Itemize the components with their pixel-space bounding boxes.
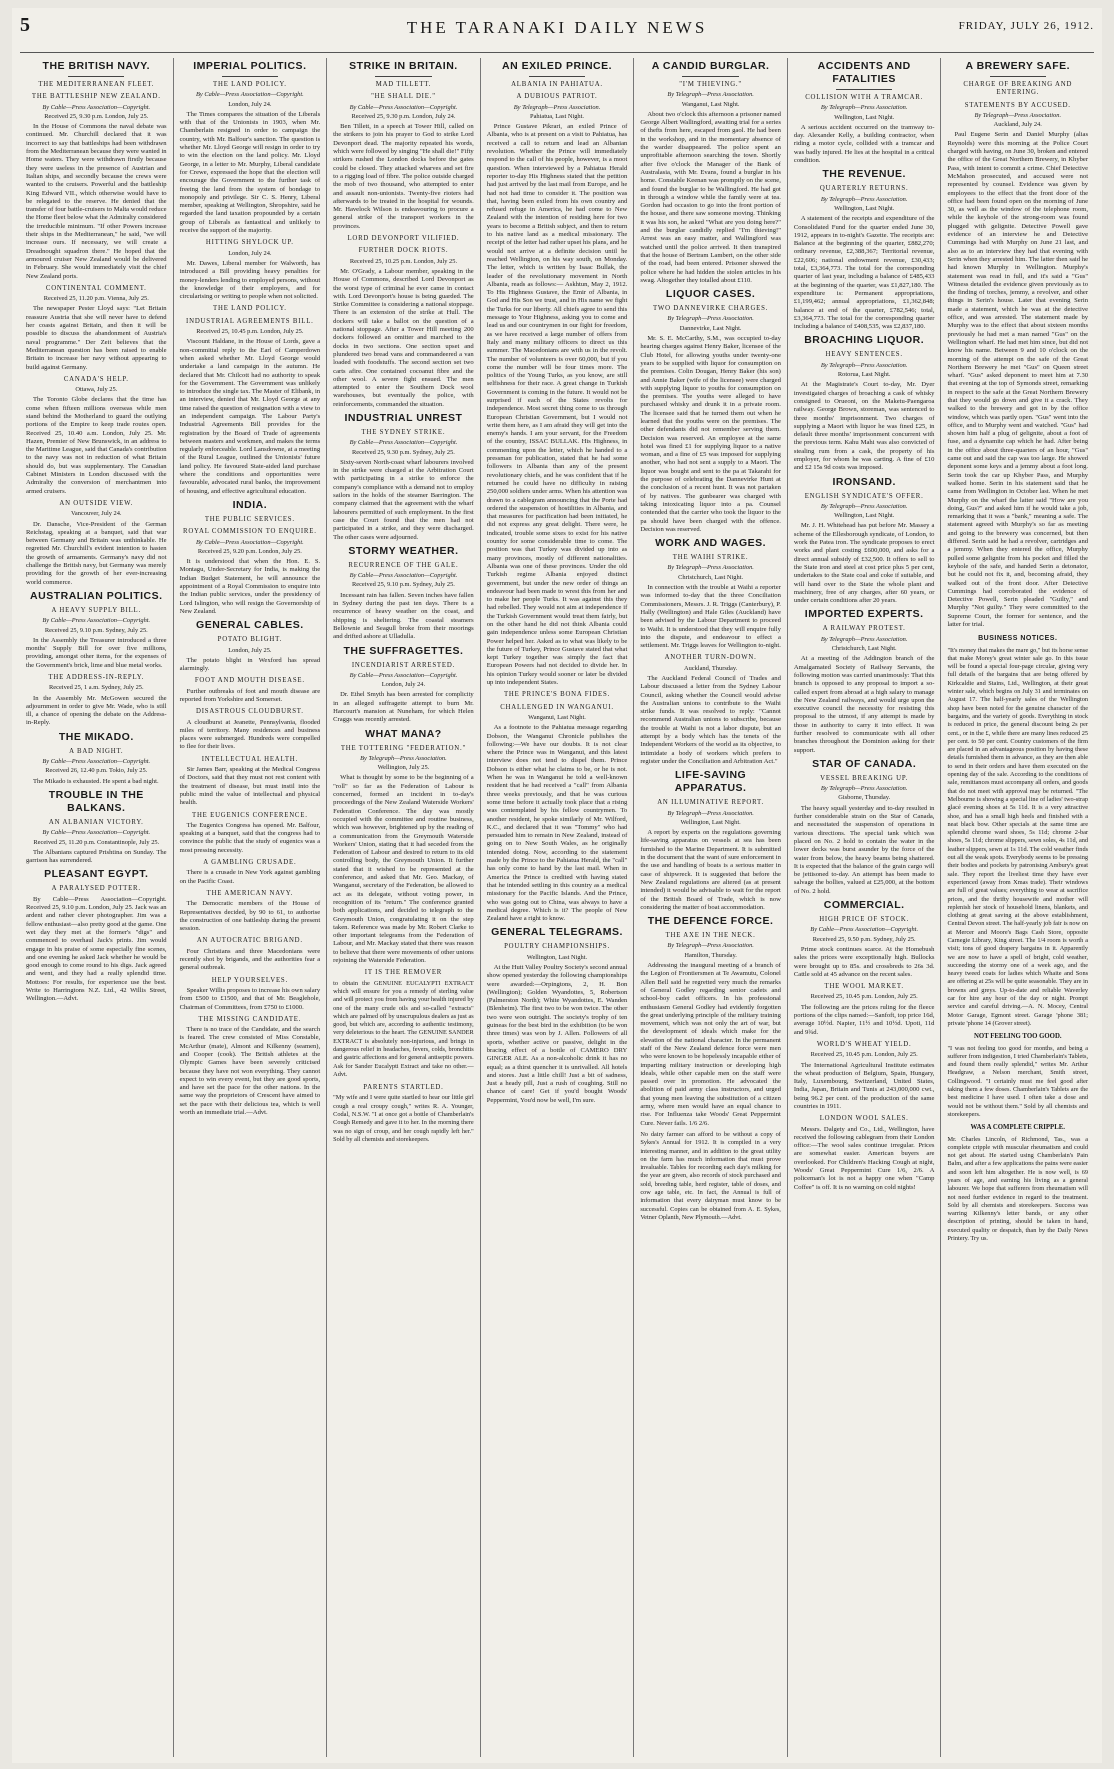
byline: By Telegraph—Press Association. bbox=[513, 103, 601, 111]
article-subheading: FOOT AND MOUTH DISEASE. bbox=[194, 677, 305, 685]
article-body: Prince Gustave Pikrari, an exiled Prince of Albania, who is at present on a visit to Pahiatua, has received a call to return and lead an Albanian revolution. Whether the Prince will immediately respond to the call of his people, however, is a moot question. When interviewed by a Pahiatua Herald reporter to-day His Highness stated that the petition had just arrived by the last mail from Europe, and he had not had time to consider it. The position was that, having been exiled from his own country and refused refuge in America, he had come to New Zealand with the intention of residing here for two years to become a British subject, and then to return to his native land as a medical missionary. The receipt of the letter had rather upset his plans, and he would not arrive at a definite decision until he reached Wellington, on his way south, on Monday. The letter, which is written by Isaac Bullak, the leader of the revolutionary movement in North Albania, reads as follows:— Askhtun, May 2, 1912. To His Highness Gustave, the Emir of Albania, in God and His Son we trust, and in His name we fight the Turks for our liberty. All chiefs agree to send this message to Your Highness, asking you to come and lead us and our countrymen in our fight for freedom, as we have received a large number of offers from Italy and many military officers to direct us this summer. The Macedonians are with us in the revolt. The number of volunteers is over 60,000, but if you come the number will be four times more. The politics of the Young Turks, as you know, are still selfishness for their race. A great change in Turkish Government is coming in the future. It would not be surprised if each of the States revolts for independence. Most secret thing come to us through European Christian Government, but I would not write them here, as I am afraid they will get into the enemy's hands. I am your servant, for the Freedom of the country, ISSAC BULLAK. His Highness, in commenting upon the letter, which he handed to a pressman for publication, stated that he had some followers in Albania than any of the present revolutionary chiefs, and he was confident that if he returned he could have no difficulty in raising 250,000 soldiers under arms. When his attention was drawn to a cablegram announcing that the Porte had ordered the suspension of hostilities in Albania, and that measures for pacification had been initiated, he did not express any great delight. There were, he indicated, trouble some sixes to exist for his native country for some considerable time to come. The position was that Turkey was divided up into as many provinces, mostly of different nationalities. Albania was one of these provinces. Under the old Turkish regime Albania enjoyed distinct government, but under the new order of things an endeavour had been made to wrest this from her and to make her people Turks. It was against this they had rebelled. They would not aim at independence if the Turkish Government would treat them fairly, but on the other hand he did not think Albania could gain independence unless some European Christian Power helped her. Asked as to what was likely to be the future of Turkey, Prince Gustave stated that what kept Turkey together was simply the fact that European Powers had not decided to divide her. In his opinion Turkey would sooner or later be divided up into independent States. bbox=[486, 123, 628, 687]
article-heading: STRIKE IN BRITAIN. bbox=[349, 60, 458, 72]
article-subheading: INCENDIARIST ARRESTED. bbox=[351, 661, 456, 669]
byline: By Telegraph—Press Association. bbox=[667, 809, 754, 817]
article-heading: IMPORTED EXPERTS. bbox=[804, 608, 924, 621]
article-body: In the Assembly Mr. McGowen secured the adjournment in order to give Mr. Wade, who is still ill, a chance of opening the debate on the Address-in-Reply. bbox=[26, 694, 167, 727]
article-heading: ACCIDENTS AND FATALITIES bbox=[817, 60, 911, 85]
byline: By Telegraph—Press Association. bbox=[667, 315, 754, 323]
dateline: Auckland, July 24. bbox=[993, 121, 1042, 129]
dateline: Received 25, 9.30 p.m. London, July 24. bbox=[351, 112, 456, 120]
article-body: Mr. J. H. Whitehead has put before Mr. Massey a scheme of the Ellesborough syndicate, of London, to work the Patea iron. The syndicate proposes to erect works and plant costing £600,000, and asks for a direct annual subsidy of £32,500. It offers to sell to the State iron and steel at cost price plus 5 per cent, undertakes to the State coal and coke if suitable, and will hand over to the State the whole plant and machinery, free of any charges, after 60 years, or under certain conditions after 20 years. bbox=[793, 522, 935, 605]
article-heading: STORMY WEATHER. bbox=[348, 544, 459, 557]
byline: By Cable—Press Association—Copyright. bbox=[810, 926, 919, 934]
article-body: Messrs. Dalgety and Co., Ltd., Wellington, have received the following cablegram from their London office:—The wool sales continue irregular. Prices are somewhat easier. American buyers are overlooked. For Children's Hacking Cough at night, Woods' Great Peppermint Cure 1/6, 2/6. A policeman's lot is not a happy one when "Camp Coffee" is off. It is no warning on cold nights! bbox=[793, 1125, 935, 1191]
byline: By Telegraph—Press Association. bbox=[820, 502, 908, 510]
dateline: Received 25, 10.45 p.m. London, July 25. bbox=[810, 1051, 918, 1059]
article-body: The International Agricultural Institute estimates the wheat production of Belgium, Spain, Hungary, Italy, Luxembourg, Switzerland, United States, India, Japan, Britain and Tunis at 243,000,000 cwt., being 96.2 per cent. of the production of the same countries in 1911. bbox=[793, 1061, 935, 1110]
article-body: At the Hutt Valley Poultry Society's second annual show opened yesterday the following championships were awarded:—Orpingtons, 2, H. Bon (Wellington); Golden Wyandottes, 5, Robertson (Palmerston North); White Wyandottes, E. Wanden (Blenheim). The first two to be won twice. The other two were won outright. The society's trophy of ten guineas for the best bird in the exhibition (to be won three times) was won by J. Allen. Followers of all sports, whether active or passive, delight in the bracing effect of a bottle of CAMERO DRY GINGER ALE. As a non-alcoholic drink it has no equal; as a thirst quencher it is unrivalled. All hotels and stores. Just a little chill! Just a bit of sadness, Just a heady pill, Just a rush of coughing. Still no chance of care! Get if you'd bought Woods' Peppermint, You'd now be well, I'm sure. bbox=[486, 963, 628, 1104]
article-subheading: A DUBIOUS PATRIOT. bbox=[516, 93, 598, 101]
divider bbox=[836, 89, 892, 90]
article-subheading: "I'M THIEVING." bbox=[679, 81, 743, 88]
article-body: The Toronto Globe declares that the time has come when fifteen millions overseas while men stand behind the Motherland to guard the outlying portions of the Empire to keep trade routes open. Received 25, 10.40 a.m. London, July 25. Mr. Hazen, Premier of New Brunswick, in an address to the Maritime League, said that Canada's contribution to the navy was not in reduction of what Britain should do, but was supplementary. The Canadian Cabinet Ministers in London discussed with the Admiralty the conversion of merchantmen into armed cruisers. bbox=[26, 396, 167, 495]
article-body: There is no trace of the Candidate, and the search is feared. The crew consisted of Miss Constable, McArthur (mate), Almont and Kilkenny (seamen), and Cooper (cook). The British athletes at the Olympic Games have been severely criticised because they have not won everything. They cannot expect to win every event, but they are good sports, and have set the pace for the other nations. In the same way the proprietors of Crescent have aimed to set the pace with their delicious tea, which is well worth an immediate trial.—Advt. bbox=[179, 1026, 321, 1117]
article-body: It is understood that when the Hon. E. S. Montagu, Under-Secretary for India, is making the Indian Budget Statement, he will announce the appointment of a Royal Commission to enquire into the Indian public services, under the presidency of Lord Islington, who will resign the Governorship of New Zealand. bbox=[179, 558, 321, 615]
article-body: Incessant rain has fallen. Seven inches have fallen in Sydney during the past ten days. There is a recurrence of heavy weather on the coast, and shipping is sheltering. The coastal steamers Bellownie and Seagull broke from their moorings and drifted ashore at Ulladulla. bbox=[333, 591, 474, 641]
advertisement: "My wife and I were quite startled to hear our little girl cough a real croupy cough," writes R. A. Younger, Codal, N.S.W. "I at once got a bottle of Chamberlain's Cough Remedy and gave it to her. In the morning there was no sign of croup, and her cough rapidly left her." Sold by all chemists and storekeepers. bbox=[333, 1094, 474, 1143]
article-heading: PLEASANT EGYPT. bbox=[44, 868, 149, 881]
dateline: London, July 24. bbox=[228, 100, 272, 108]
column-4 bbox=[481, 58, 635, 1757]
article-body: Mr. Dawes, Liberal member for Walworth, has introduced a Bill providing heavy penalties for money-lenders lending to employed persons, without the knowledge of their employers, and for circularising or writing to people when not solicited. bbox=[179, 259, 321, 301]
divider bbox=[990, 76, 1046, 77]
article-subheading: PARENTS STARTLED. bbox=[363, 1084, 444, 1092]
article-heading: BROACHING LIQUOR. bbox=[804, 334, 925, 347]
article-subheading: ALBANIA IN PAHIATUA. bbox=[511, 81, 603, 88]
article-subheading: CANADA'S HELP. bbox=[63, 375, 129, 383]
article-subheading: INTELLECTUAL HEALTH. bbox=[201, 755, 299, 763]
article-heading: STAR OF CANADA. bbox=[812, 757, 917, 770]
article-body: The Eugenics Congress has opened. Mr. Balfour, speaking at a banquet, said that the congress had to convince the public that the study of eugenics was a most pressing necessity. bbox=[179, 821, 321, 854]
article-body: In the Assembly the Treasurer introduced a three months' Supply Bill for over five millions, providing, amongst other items, for the expenses of the Government's brick, lime and blue metal works. bbox=[26, 636, 167, 669]
article-subheading: COLLISION WITH A TRAMCAR. bbox=[805, 94, 924, 101]
dateline: Vancouver, July 24. bbox=[71, 510, 122, 518]
article-subheading: TWO DANNEVIRKE CHARGES. bbox=[652, 305, 769, 313]
article-subheading: HEAVY SENTENCES. bbox=[825, 351, 903, 359]
dateline: Wellington, Last Night. bbox=[526, 953, 588, 961]
article-body: Further outbreaks of foot and mouth disease are reported from Yorkshire and Somerset. bbox=[179, 687, 321, 703]
article-body: By Cable—Press Association—Copyright. Received 25, 9.10 p.m. London, July 25. Jack was an ardent and rather clever photographer. Jim was a fellow enthusiast—also pretty good at the game. One wet day they met at the former's "digs" and commenced to overhaul Jack's prints. Jim would engage in his praise of some especially fine scenes, and one evening he asked Jack whether he would be good enough to come round to his digs. Jack agreed and went, and they had a really splendid time. Mottoes: For results, for experience use the best. Write to Harringtons N.Z. Ltd., 42 Willis Street, Wellington.—Advt. bbox=[26, 895, 167, 1003]
article-subheading: THE WOOL MARKET. bbox=[824, 983, 904, 991]
newspaper-page bbox=[12, 8, 1102, 1763]
article-subheading: MAD TILLETT. bbox=[375, 81, 432, 88]
article-subheading: THE PUBLIC SERVICES. bbox=[204, 515, 295, 523]
dateline: Received 25, 9.10 p.m. Sydney, July 25. bbox=[44, 626, 148, 634]
dateline: Wellington, Last Night. bbox=[680, 818, 741, 826]
article-body: There is a crusade in New York against gambling on the Pacific Coast. bbox=[179, 869, 321, 885]
article-subheading: THE SYDNEY STRIKE. bbox=[361, 428, 446, 436]
byline: By Telegraph—Press Association. bbox=[667, 942, 754, 950]
column-3 bbox=[327, 58, 481, 1757]
article-body: The Albanians captured Prishtina on Sunday. The garrison has surrendered. bbox=[26, 848, 167, 865]
article-heading: WORK AND WAGES. bbox=[655, 537, 767, 550]
article-subheading: A GAMBLING CRUSADE. bbox=[203, 859, 297, 867]
article-body: A statement of the receipts and expenditure of the Consolidated Fund for the quarter ended June 30, 1912, appears in to-night's Gazette. The receipts are: Balance at the beginning of the quarter, £882,270; ordinary revenue, £2,388,367; Territorial revenue, £22,606; national endowment revenue, £30,433; total, £3,364,773. The total for the corresponding quarter of last year, including a balance of £485,433 at the beginning of the quarter, was £1,827,180. The expenditure is: Permanent appropriations, £1,199,462; annual appropriations, £1,362,848; balance at end of the quarter, £782,546; total, £3,364,773. The total for the corresponding quarter including a balance of £408,535, was £2,837,180. bbox=[793, 215, 935, 331]
dateline: Received 25, 9.50 p.m. Sydney, July 25. bbox=[812, 935, 916, 943]
article-heading: THE MIKADO. bbox=[58, 730, 134, 743]
advertisement-heading: NOT FEELING TOO GOOD. bbox=[973, 1033, 1062, 1041]
dateline: Dannevirke, Last Night. bbox=[679, 324, 742, 332]
article-heading: WHAT MANA? bbox=[365, 727, 442, 740]
byline: By Telegraph—Press Association. bbox=[820, 195, 908, 203]
article-subheading: VESSEL BREAKING UP. bbox=[820, 774, 909, 782]
byline: By Telegraph—Press Association. bbox=[820, 785, 908, 793]
dateline: Received 25, 9.20 p.m. London, July 25. bbox=[197, 547, 302, 555]
dateline: Wanganui, Last Night. bbox=[528, 713, 586, 721]
article-subheading: THE PRINCE'S BONA FIDES. bbox=[503, 691, 611, 699]
column-1 bbox=[20, 58, 174, 1757]
dateline: Wellington, Last Night. bbox=[834, 204, 895, 212]
article-body: Addressing the inaugural meeting of a branch of the Legion of Frontiersmen at Te Awamutu, Colonel Allen Bell said he regretted very much the remarks of General Godley regarding senior cadets and school-boy cadet officers. In his professional enthusiasm General Godley had evidently forgotten the great underlying principle of the military training movement, which was not only the art of war, but the development of ideals which make for the elevation of the national character. In the permanent staff of the New Zealand defence force were men who were known to be hopelessly incapable either of imparting military instruction or developing high ideals, while other capable men on the staff were passed over in promotion. He advocated the abolition of paid army class instructors, and urged that young men leaving the substitution of a citizen army, where men would have an equal chance to rise. For Influenza take Woods' Great Peppermint Cure. Never fails. 1/6 2/6. bbox=[640, 962, 781, 1127]
article-heading: GENERAL TELEGRAMS. bbox=[491, 926, 623, 939]
byline: By Cable—Press Association—Copyright. bbox=[42, 829, 151, 837]
article-subheading: CHALLENGED IN WANGANUI. bbox=[500, 703, 614, 711]
article-subheading: AN AUTOCRATIC BRIGAND. bbox=[196, 937, 303, 945]
column-7 bbox=[941, 58, 1094, 1757]
byline: By Telegraph—Press Association. bbox=[820, 635, 908, 643]
article-body: The Mikado is exhausted. He spent a bad night. bbox=[33, 777, 159, 785]
article-body: In the House of Commons the naval debate was continued. Mr. Churchill declared that it was incorrect to say that battleships had been withdrawn from the Mediterranean because they were wanted in Home waters. They were withdrawn firstly because they were useless in the presence of Austrian and Italian ships, and secondly because the crews were wanted to the cruisers. Powerful and the battleship King Edward VII., which otherwise would have to be relegated to the reserve. He denied that the transfer of four battle-cruisers to Malta would reduce the Home fleet below what the Admiralty considered the irreducible minimum. "If other Powers increase their ships in the Mediterranean," he said, "we will increase ours. If necessary, we will create a Dreadnought squadron there." He hoped that the armoured cruiser New Zealand would be delivered in February. She would immediately visit the chief New Zealand ports. bbox=[26, 123, 167, 280]
article-heading: INDIA. bbox=[232, 498, 268, 511]
byline: By Cable—Press Association—Copyright. bbox=[195, 538, 304, 546]
dateline: Hamilton, Thursday. bbox=[684, 951, 737, 959]
article-subheading: THE AXE IN THE NECK. bbox=[665, 932, 756, 940]
article-heading: AN EXILED PRINCE. bbox=[502, 60, 613, 72]
article-subheading: HITTING SHYLOCK UP. bbox=[205, 239, 294, 247]
article-heading: GENERAL CABLES. bbox=[196, 619, 304, 632]
dateline: Wellington, July 25. bbox=[377, 764, 430, 772]
article-heading: TROUBLE IN THE BALKANS. bbox=[48, 788, 144, 814]
dateline: Auckland, Thursday. bbox=[683, 664, 738, 672]
article-body: At the Magistrate's Court to-day, Mr. Dyer investigated charges of broaching a cask of whisky consigned to Orueoni, on the Maketu-Paengaroa railway. George Brown, storeman, was sentenced to three months' imprisonment. Two charges of supplying a Maori with liquor he was fined £25, in default three months' imprisonment concurrent with the previous term. Kahu Mahi was also convicted of stealing rum from a cask, the property of his employer, for whom he was carting. A fine of £10 and £2 15s 9d costs was imposed. bbox=[793, 381, 935, 472]
dateline: Received 25, 10.25 p.m. London, July 25. bbox=[349, 257, 458, 265]
byline: By Cable—Press Association—Copyright. bbox=[349, 671, 458, 679]
dateline: Christchurch, Last Night. bbox=[831, 645, 897, 653]
dateline: Gisborne, Thursday. bbox=[838, 794, 891, 802]
advertisement: No dairy farmer can afford to be without a copy of Sykes's Annual for 1912. It is compiled in a very interesting manner, and in addition to the great utility on the farm has much information that must prove invaluable. Tables for recording each day's milking for the year are given, also records of stock purchased and sold, breeding table, herd register, table of doses, and cow age table, etc. In fact, the Annual is full of information that every dairyman must know to be successful. Copies can be obtained from A. E. Sykes, Vetner Oplanth, New Plymouth.—Advt. bbox=[640, 1130, 781, 1221]
dateline: London, July 25. bbox=[228, 646, 272, 654]
article-body: Mr. O'Grady, a Labour member, speaking in the House of Commons, described Lord Devonport as the worst type of criminal he ever came in contact with. Lord Devonport's house is being guarded. The Strike Committee is considering a national stoppage. There is an extension of the strike at Hull. The dockers will take a ballot on the question of a national stoppage. After a Tower Hill meeting 200 dockers followed an omitter and marched to the docks in two sections. One section upset and plundered two bread vans and commandeered a van loaded with foodstuffs. The second section set two carts afire. One contained cocoanut fibre and the other wool. A severe fight ensued. The men attempted to enter the Southern Dock wool warehouses, but eventually the police, with reinforcements, commanded the situation. bbox=[333, 267, 474, 408]
article-body: About two o'clock this afternoon a prisoner named George Albert Wallingford, awaiting trial for a series of thefts from here, escaped from gaol. He had been in the workshop, and in the momentary absence of the warder disappeared. The police spent an unprofitable afternoon searching the town. Shortly after five o'clock the Manager of the Bank of Australasia, with Mr. Evans, found a burglar in his home. Constable Keenan was promptly on the scene, and found the burglar to be Wallingford. He had got in through a window while the family were at tea. Gordon had occasion to go into the front portion of the house, and there saw someone moving. Thinking it was his son, he asked "What are you doing here?" and the burglar candidly replied "I'm thieving!" Arrest was an easy matter, and Wallingford was watched until the police arrived. It then transpired that the house of Bertram Lambert, on the other side of the road, had been entered. Prisoner showed the police where he had hidden the stolen articles in his swag. Altogether they totalled about £110. bbox=[640, 110, 781, 284]
article-subheading: AN ALBANIAN VICTORY. bbox=[48, 818, 144, 826]
article-body: The Democratic members of the House of Representatives decided, by 90 to 61, to authorise the construction of one battleship during the present session. bbox=[179, 900, 321, 933]
article-heading: A BREWERY SAFE. bbox=[965, 60, 1071, 72]
advertisement: "It's money that makes the mare go," but its horse sense that make Morey's great winter sale go. In this issue will be found a special four-page circular, giving very full details of the bargains that are being offered by Kirkcaldie and Stains, Ltd., Wellington, at their great winter sale, which begins on July 31 and terminates on August 17. The half-yearly sales of the Wellington shop have been noted for the genuine character of the bargains, and the variety of goods. Everything in stock is reduced in price, the general discount being 2s per cent., or in the £, while there are many lines reduced 25 per cent. to 50 per cent. Country customers of the firm are placed in an advantageous position by having these details furnished them in advance, as they are then able to send in their orders and have them executed on the opening day of the sale. According to the conditions of sale, remittances must accompany all orders, and goods that do not meet with approval may be returned. "The Melbourne is showing a special line of ladies' two-strap glacé evening shoes at 5s 11d. It is a very attractive shoe, and has a small high heels and finished with a neat black bow. Other specials at the same time are splendid chrome ward shoes, 5s 11d; chrome 2-bar shoes, 5s 11d; chrome slippers, sewn soles, 4s 11d, and leather slippers, sewn at 1s 11d. The cold weather finds out all the weak spots. Everybody seems to be pressing their bodies and pockets by patronising Ambury's great sale. They report the liveliest time they have ever experienced (away from Xmas trade). Their windows are full of great values; everything to wear at sacrifice prices, and the thrifty housewife and mother will replenish her stock of household linens, blankets, and clothing at great saving at the above establishment, Central Devon street. The half-yearly job fair is now on at Mercer and Moore's Bags Cash Store, opposite Carnegie Library, King street. The 1/4 room is worth a visit; tons of good drapery bargains in it. Apparently we are now to have a spell of bright, cold weather, succeeding the stormy one of a week ago, and the heavy tweed coats for ladies which Whaite and Sons are offering at 25s will be quite seasonable. They are in browns and greys. Up-to-date and reliable Waverley car for hire any hour of the day or night. Prompt service and careful driving.—A. N. Mocey, Central Motor Garage, Egmont street. Garage 'phone 381; private 'phone 14 (Grover street). bbox=[947, 646, 1089, 1027]
byline: By Cable—Press Association—Copyright. bbox=[349, 103, 458, 111]
article-subheading: LONDON WOOL SALES. bbox=[819, 1115, 909, 1123]
article-subheading: POULTRY CHAMPIONSHIPS. bbox=[504, 943, 610, 951]
article-body: What is thought by some to be the beginning of a "roll" so far as the Federation of Labour is concerned, formed an incident in to-day's proceedings of the New Zealand Waterside Workers' Federation Conference. The day was mostly occupied with the committee and routine business, which was however, brightened up by the reading of a communication from the Greymouth Waterside Workers' Union, stating that it had seceded from the Federation of Labour and desired to return to its old controlling body, the Greymouth Union. It further stated that it wished to be represented at the conference, and asked that Mr. Geo. Mackay, of Wanganui, secretary of the Federation, be allowed to act as its delegate, without voting power, in recognition of its "return." The conference granted both applications, and decided to telegraph to the Greymouth Union, congratulating it on the step taken. Reference was made by Mr. Robert Clarke to other important telegrams from the Federation of Labour, and Mr. Mackay stated that there was reason to believe that there were movements of other unions rejoining the Waterside Federation. bbox=[333, 774, 474, 965]
article-subheading: DISASTROUS CLOUDBURST. bbox=[195, 708, 304, 716]
article-heading: THE DEFENCE FORCE. bbox=[647, 915, 774, 928]
dateline: Wellington, Last Night. bbox=[834, 512, 895, 520]
dateline: Received 26, 12.40 p.m. Tokio, July 25. bbox=[45, 767, 148, 775]
dateline: Received 25, 11.20 p.m. Vienna, July 25. bbox=[43, 295, 149, 303]
article-subheading: THE AMERICAN NAVY. bbox=[206, 889, 294, 897]
article-body: The Times compares the situation of the Liberals with that of the Unionists in 1903, when Mr. Chamberlain resigned in order to campaign the country, with Mr. Balfour's sanction. The question is whether Mr. Lloyd George will resign in order to try to win the election on the land policy. Mr. Lloyd George, in a letter to Mr. Murphy, Liberal candidate for Crewe, expressed the hope that the election will encourage the Government to the further task of freeing the land from the system of bondage to monopoly and privilege. Sir C. S. Henry, Liberal member, speaking at Wellington, Shropshire, said he regarded the land taxation propounded by a certain group of Liberals as fantastical and unlikely to receive the support of the majority. bbox=[179, 110, 321, 235]
article-subheading: ENGLISH SYNDICATE'S OFFER. bbox=[804, 492, 924, 500]
article-heading: IRONSAND. bbox=[832, 475, 896, 488]
divider bbox=[68, 76, 124, 77]
article-body: Viscount Haldane, in the House of Lords, gave a non-committal reply to the Earl of Camperdown when asked whether Mr. Lloyd George would undertake a land campaign in the autumn. He declared that Mr. Chilcott had no authority to speak for the Government. The Government was unlikely to introduce the single tax. The Master of Elibank, in an interview, denied that Mr. Lloyd George at any time raised the question of resignation with a view to an independent campaign. The Labour Party's Industrial Agreements Bill provides for the registration by the Board of Trade of agreements between masters and workmen, and makes the terms regularly enforceable. Lord Lansdowne, at a meeting of the Rural League, outlined the Unionists' future land policy. He favoured State-aided land purchase where the conditions and opportunities were favourable, advocated rural banks, the improvement of housing, and effective agricultural education. bbox=[179, 338, 321, 495]
article-subheading: AN OUTSIDE VIEW. bbox=[59, 499, 134, 507]
article-subheading: STATEMENTS BY ACCUSED. bbox=[964, 101, 1071, 109]
column-6 bbox=[788, 58, 942, 1757]
byline: By Cable—Press Association—Copyright. bbox=[349, 439, 458, 447]
dateline: Wanganui, Last Night. bbox=[681, 100, 740, 108]
masthead bbox=[20, 12, 1094, 53]
article-heading: IMPERIAL POLITICS. bbox=[193, 60, 307, 72]
byline: By Telegraph—Press Association. bbox=[667, 564, 754, 572]
article-subheading: CHARGE OF BREAKING AND ENTERING. bbox=[963, 81, 1073, 97]
article-subheading: THE WAIHI STRIKE. bbox=[672, 554, 749, 562]
advertisement: "I was not feeling too good for months, and being a sufferer from indigestion, I tried Chamberlain's Tablets, and found them really splendid," writes Mr. Arthur Headgraw, a Nelson merchant, Smith street, Collingwood. "I certainly must me feel good after taking them a few doses. Chamberlain's Tablets are the best medicine I have used. I often take a dose and would not be without them." Sold by all chemists and storekeepers. bbox=[947, 1044, 1089, 1118]
article-subheading: POTATO BLIGHT. bbox=[217, 636, 283, 644]
article-heading: LIQUOR CASES. bbox=[665, 288, 756, 301]
article-subheading: THE LAND POLICY. bbox=[213, 81, 287, 88]
article-subheading: ROYAL COMMISSION TO ENQUIRE. bbox=[183, 528, 317, 536]
article-body: The following are the prices ruling for the fleece portions of the clips named:—Sanfoft, top price 16d, average 10½d. Napier, 11½ and 10½d. Upoti, 11d and 9¾d. bbox=[793, 1003, 935, 1036]
byline: By Telegraph—Press Association. bbox=[820, 104, 908, 112]
dateline: Received 25, 1 a.m. Sydney, July 25. bbox=[49, 684, 144, 692]
article-heading: COMMERCIAL. bbox=[823, 899, 905, 912]
article-heading: THE REVENUE. bbox=[822, 168, 906, 181]
dateline: London, July 24. bbox=[381, 681, 426, 689]
article-subheading: A BAD NIGHT. bbox=[69, 747, 124, 755]
article-heading: A CANDID BURGLAR. bbox=[651, 60, 770, 72]
article-subheading: HELP YOURSELVES. bbox=[211, 976, 288, 984]
article-heading: INDUSTRIAL UNREST bbox=[344, 411, 463, 424]
article-body: Dr. Dansche, Vice-President of the German Reichstag, speaking at a banquet, said that war between Germany and Britain was unthinkable. He regretted Mr. Churchill's evident intention to hasten the growth of armaments. Germany's navy did not challenge the British navy, but Germany was merely providing for the growth of her ever-increasing world commerce. bbox=[26, 520, 167, 586]
dateline: Received 25, 9.10 p.m. Sydney, July 25. bbox=[352, 581, 455, 589]
column-5 bbox=[634, 58, 788, 1757]
article-body: Four Christians and three Macedonians were recently shot by brigands, and the authorities fear a general outbreak. bbox=[179, 947, 321, 972]
dateline: Ottawa, July 25. bbox=[75, 386, 118, 394]
dateline: Wellington, Last Night. bbox=[834, 113, 895, 121]
article-subheading: ANOTHER TURN-DOWN. bbox=[664, 654, 757, 662]
article-subheading: THE ADDRESS-IN-REPLY. bbox=[48, 674, 145, 681]
article-heading: THE BRITISH NAVY. bbox=[42, 60, 151, 72]
article-subheading: THE LAND POLICY. bbox=[213, 305, 287, 313]
divider bbox=[682, 76, 738, 77]
advertisement: to obtain the GENUINE EUCALYPTI EXTRACT which will ensure for you a remedy of sterling value and will protect you from having your health injured by one of the many crude oils and so-called "extracts" which are palmed off by unscrupulous dealers as just as good, but which are, according to authentic testimony, very deleterious to the heart. The GENUINE SANDER EXTRACT is absolutely non-injurious, and brings in dangerous relief in headaches, fevers, colds, bronchitis and gastric affections and for general antiseptic powers. Ask for Sander Eucalypti Extract and take no other.—Advt. bbox=[333, 979, 474, 1078]
article-body: The Auckland Federal Council of Trades and Labour discussed a letter from the Sydney Labour Council, asking whether the Council would advise the Australian unions to contribute to the Waihi strike funds. It was resolved to reply: "Cannot recommend Australian unions to subscribe, because the trouble at Waihi is not a labor dispute, but an attempt by a body which has the tenets of the Independent Workers of the world as its objective, to intimidate a body of workers which prefers to register under the Conciliation and Arbitration Act." bbox=[640, 675, 781, 765]
byline: By Telegraph—Press Association. bbox=[360, 754, 447, 762]
article-subheading: HIGH PRICE OF STOCK. bbox=[819, 916, 910, 924]
article-body: The potato blight in Wexford has spread alarmingly. bbox=[179, 656, 321, 673]
divider bbox=[529, 76, 585, 77]
article-subheading: WORLD'S WHEAT YIELD. bbox=[816, 1040, 912, 1048]
article-subheading: THE TOTTERING "FEDERATION." bbox=[340, 744, 467, 752]
advertisement: Mr. Charles Lincoln, of Richmond, Tas., was a complete cripple with muscular rheumatism and could not get about. He started using Chamberlain's Pain Balm, and after a few applications the pains were easier and soon left him altogether. He is now well, is 69 years of age, and earning his living as a general labourer. We hope that sufferers from rheumatism will not need further evidence in regard to the treatment. Sold by all chemists and storekeepers. Success was warring Kilkenny's letter bands, or any other description of printing, should be taken in hand, executed quality or despatch, than by the Daily News Printery. Try us. bbox=[947, 1135, 1089, 1243]
article-body: Paul Eugene Serin and Daniel Murphy (alias Reynolds) were this morning at the Police Court charged with having, on June 30, broken and entered the office of the Great Northern Brewery, in Khyber Pass, with intent to commit a crime. Chief Detective McMahon prosecuted, and accused were not represented by counsel. Evidence was given by employees to the effect that the front door of the office had been found open on the morning of June 30, as well as the window of the telephone room, while the keyhole of the strong-room was found plugged with gelignite. Detective Powell gave evidence of an interview he and Detective Cummings had with Murphy on June 21 last, and also as to an interview they had that evening with Serin when they arrested him. The latter then said he had known Murphy in Wellington. Murphy's statement was read in full, and it's said a "Gus" Witness detailed the evidence given previously as to the finding of torches, jemmy, a revolver, and other things in Serin's house. Later that evening Serin made a statement, which he was at the detective office, and was arrested. The statement made by Murphy was to the effect that about sixteen months previously he had met a man named "Gus" on the Wellington wharf. He had met him since, but did not know his name. Between 9 and 10 o'clock on the morning of the attempt on the safe of the Great Northern Brewery he met "Gus" on Queen street wharf. "Gus" asked deponent to meet him at 7.30 that evening at the top of Symonds street, remarking in respect to the safe at the Great Northern Brewery that they would go down and give it a crack. They walked to the brewery and got in by the office window, which was partly open. "Gus" went into the office, and to Murphy went and watched. "Gus" had shown him half a plug of gelignite, about a foot of fuse, and a dynamite cap which he had. After being in the office about three-quarters of an hour, "Gus" came out and said the cap was too large. He showed deponent some keys and a jemmy about a foot long. Serin took the car up Khyber Pass, and Murphy walked home. Serin in his statement said that he came from Wellington in October last. When he met Murphy on the wharf the latter said "How are you doing, Gus?" and asked him if he would take a job, remarking that it was a "bank," meaning a safe. The statement agreed with Murphy's so far as meeting and going to the brewery was concerned, but then differed. Serin said he had a revolver, cartridges and a jemmy. When they entered the office, Murphy pulled some gelignite from his pocket and filled the keyhole of the safe, and handed Serin a detonator, but he could not fix it, and, becoming afraid, they walked out of the front door. After Detective Cummings had corroborated the evidence of Detective Powell, Serin pleaded "Guilty," and Murphy "Not guilty." They were committed to the Supreme Court, the former for sentence, and the latter for trial. bbox=[947, 131, 1089, 628]
page-number: 5 bbox=[20, 14, 30, 36]
article-body: Speaker Willis proposes to increase his own salary from £500 to £1500, and that of Mr. Beaglehole, Chairman of Committees, from £750 to £1000. bbox=[179, 986, 321, 1011]
dateline: London, July 24. bbox=[228, 249, 272, 257]
article-subheading: AN ILLUMINATIVE REPORT. bbox=[657, 799, 764, 807]
article-body: As a footnote to the Pahiatua message regarding Dobson, the Wanganui Chronicle publishes the following:—We have our doubts. It is not clear where the Prince was in Wanganui, and this latest interview does not tend to dispel them. Prince Dobson is either what he claims to be, or he is not. When he was in Wanganui he told a well-known resident that he had received a "call" from Albania three weeks previously, and that he was curious some time before it actually took place that a rising was contemplated by his fellow countrymen. To another resident, he spoke similarly of Mr. Wilford, K.C., and declared that it was "Tommy" who had persuaded him to remain in New Zealand, instead of going on to New South Wales, as he originally intended doing. Now, according to the statement made by the Prince to the Pahiatua Herald, the "call" has only come to hand by the last mail. When in America the Prince is credited with having stated that he intended settling in this country as a medical missionary for the Pacific Islands. And the Prince, who was going out to China, was always to have a medical degree. Which is it? The people of New Zealand have a right to know. bbox=[486, 724, 628, 923]
dateline: Rotorua, Last Night. bbox=[837, 371, 891, 379]
article-body: The heavy squall yesterday and to-day resulted in further considerable strain on the Star of Canada, and necessitated the suspension of operations in various directions. The special tank which was placed on No. 2 hold to contain the water in the lower decks was burst asunder by the force of the water from below, the heavy beams being shattered. It is expected that the balance of the grain cargo will be jettisoned to-day. An attempt has been made to salvage the bollies, valued at £25,000, at the bottom of No. 2 hold. bbox=[793, 804, 935, 895]
article-subheading: THE MISSING CANDIDATE. bbox=[198, 1015, 302, 1023]
article-body: A cloudburst at Jeanette, Pennsylvania, flooded miles of territory. Many residences and business places were submerged. Hundreds were compelled to flee for their lives. bbox=[179, 718, 321, 751]
column-2 bbox=[174, 58, 328, 1757]
byline: By Telegraph—Press Association. bbox=[974, 111, 1062, 119]
byline: By Telegraph—Press Association. bbox=[820, 361, 908, 369]
section-heading: BUSINESS NOTICES. bbox=[978, 635, 1058, 643]
article-body: Prime stock continues scarce. At the Homebush sales the prices were exceptionally high. Bullocks were brought up to 85s. and crossbreds to 26s 3d. Cattle sold at 45 advance on the recent sales. bbox=[793, 945, 935, 978]
article-heading: LIFE-SAVING APPARATUS. bbox=[674, 769, 747, 795]
dateline: Pahiatua, Last Night. bbox=[530, 112, 584, 120]
article-subheading: INDUSTRIAL AGREEMENTS BILL. bbox=[186, 317, 314, 325]
article-subheading: A PARALYSED POTTER. bbox=[51, 885, 141, 893]
article-heading: THE SUFFRAGETTES. bbox=[343, 644, 464, 657]
divider bbox=[222, 76, 278, 77]
article-subheading: THE BATTLESHIP NEW ZEALAND. bbox=[31, 93, 161, 101]
article-subheading: LORD DEVONPORT VILIFIED. bbox=[347, 235, 460, 243]
article-subheading: CONTINENTAL COMMENT. bbox=[45, 284, 147, 292]
article-body: Mr. S. E. McCarthy, S.M., was occupied to-day hearing charges against Henry Baker, licensee of the Club Hotel, for allowing youths under twenty-one years to be supplied with liquor for consumption on the premises. Colin Dougan, Henry Baker (his son) and Annie Baker (wife of the licensee) were charged with supplying liquor to youths for consumption on the premises. The youths were alleged to have purchased whisky and drunk it in a private room. The licensee said that he turned them out when he learned that the youths were on the premises. The other defendants did not remember serving them. Decision was reserved. An employee at the same hotel was fined £1 for supplying liquor to a native woman, and a fine of £5 was imposed for supplying another, who had not sent a supply to a Maori. The liquor was bought and sent to the pa at Takarahi for the purpose of celebrating the Dannevirke Hunt at the conclusion of a recent hunt. It was not partaken of by natives. The gunbearer was charged with taking intoxicating liquor into a pa. Counsel contended that the carrier who took the liquor to the pa should have been charged with the offence. Decision was reserved. bbox=[640, 335, 781, 533]
article-subheading: IT IS THE REMOVER bbox=[364, 969, 443, 977]
article-subheading: THE MEDITERRANEAN FLEET. bbox=[38, 81, 155, 88]
article-body: Sixty-seven North-coast wharf labourers involved in the strike were charged at the Arbitration Court with participating in a strike to enforce the company's compliance with a demand not to employ sailors in the holds of the steamer Barrington. The company claimed that the agreement with the wharf labourers permitted of such employment. In the first case the Court found that the men had not participated in a strike, and they were discharged. The other cases were adjourned. bbox=[333, 458, 474, 541]
byline: By Cable—Press Association—Copyright. bbox=[349, 572, 458, 580]
dateline: Received 25, 11.20 p.m. Constantinople, July 25. bbox=[33, 838, 160, 846]
dateline: Christchurch, Last Night. bbox=[678, 573, 744, 581]
advertisement-heading: WAS A COMPLETE CRIPPLE. bbox=[970, 1124, 1065, 1132]
byline: By Cable—Press Association—Copyright. bbox=[42, 617, 151, 625]
article-heading: AUSTRALIAN POLITICS. bbox=[30, 589, 163, 602]
issue-date: FRIDAY, JULY 26, 1912. bbox=[958, 20, 1094, 32]
dateline: Received 25, 10.45 p.m. London, July 25. bbox=[196, 328, 304, 336]
byline: By Cable—Press Association—Copyright. bbox=[42, 758, 151, 766]
divider bbox=[375, 76, 431, 77]
article-body: Dr. Ethel Smyth has been arrested for complicity in an alleged suffragette attempt to burn Mr. Harcourt's mansion at Nuneham, for which Helen Craggs was recently arrested. bbox=[333, 691, 474, 724]
dateline: Received 25, 9.30 p.m. London, July 25. bbox=[44, 112, 149, 120]
article-subheading: "HE SHALL DIE." bbox=[371, 93, 436, 101]
article-subheading: FURTHER DOCK RIOTS. bbox=[358, 247, 449, 255]
article-subheading: THE EUGENICS CONFERENCE. bbox=[192, 811, 308, 819]
article-body: The newspaper Pester Lloyd says: "Let Britain reassure Austria that she will never have to defend her coasts against Britain, and then it will be possible to discuss the abandonment of Austria's naval programme." Der Zeit believes that the Mediterranean question has been raised to enable Britain to increase her navy without appearing to build against Germany. bbox=[26, 305, 167, 371]
article-body: At a meeting of the Addington branch of the Amalgamated Society of Railway Servants, the following motion was carried unanimously: That this branch is opposed to any proposal to import a so-called expert from abroad at a high salary to manage the New Zealand railways, and would urge upon the executive council the necessity for resisting this proposal to the utmost, if any attempt is made by those in authority to carry it into effect. It was further resolved to communicate with all other branches throughout the Dominion asking for their support. bbox=[793, 655, 935, 754]
article-subheading: RECURRENCE OF THE GALE. bbox=[348, 561, 459, 569]
article-body: In connection with the trouble at Waihi a reporter was informed to-day that the three Conciliation Commissioners, Messrs. J. R. Triggs (Canterbury), P. Hally (Wellington) and Hale Giles (Auckland) have been advised by the Labour Department to proceed to Waihi. It is understood that they will enquire fully into the dispute, and endeavour to effect a settlement. Mr. Triggs leaves for Wellington to-night. bbox=[640, 584, 781, 650]
dateline: Received 25, 10.45 p.m. London, July 25. bbox=[810, 993, 918, 1001]
article-subheading: QUARTERLY RETURNS. bbox=[819, 185, 909, 193]
dateline: Received 25, 9.30 p.m. Sydney, July 25. bbox=[352, 448, 455, 456]
byline: By Cable—Press Association—Copyright. bbox=[42, 103, 151, 111]
newspaper-title: THE TARANAKI DAILY NEWS bbox=[406, 18, 708, 37]
article-body: Ben Tillett, in a speech at Tower Hill, called on the strikers to join his prayer to God to strike Lord Devonport dead. The majority repeated his words, which were followed by singing "He shall die!" Fifty strikers rushed the London docks before the gates could be closed. They attacked wharves and set fire to a rigging load of fibre. The police outside charged the mob of two thousand, who attempted to enter and assault non-unionists. Twenty-five rioters had afterwards to be treated in the hospital for wounds. Mr. Havelock Wilson is endeavouring to procure a general strike of the transport workers in the provinces. bbox=[333, 123, 474, 230]
article-body: Sir James Barr, speaking at the Medical Congress of Doctors, said that they must not rest content with the treatment of disease, but must instil into the public mind the value of intellectual and physical health. bbox=[179, 766, 321, 807]
byline: By Cable—Press Association—Copyright. bbox=[195, 91, 304, 99]
article-body: A report by experts on the regulations governing life-saving apparatus on vessels at sea has been furnished to the Marine Department. It is submitted in the document that the want of sure enforcement in the use and handling of boats is a serious matter in case of shipwreck. It is suggested that before the New Zealand regulations are altered (as at present intended) it would be advisable to wait for the report of the British Board of Trade, which is now considering the matter of boat accommodation. bbox=[640, 829, 781, 911]
article-subheading: A RAILWAY PROTEST. bbox=[822, 625, 906, 633]
byline: By Telegraph—Press Association. bbox=[667, 91, 754, 99]
article-body: A serious accident occurred on the tramway to-day. Alexander Kelly, a building contractor, when riding a motor cycle, collided with a tramcar and was badly injured. He lies at the hospital in a critical condition. bbox=[793, 123, 935, 165]
article-subheading: A HEAVY SUPPLY BILL. bbox=[51, 606, 142, 614]
